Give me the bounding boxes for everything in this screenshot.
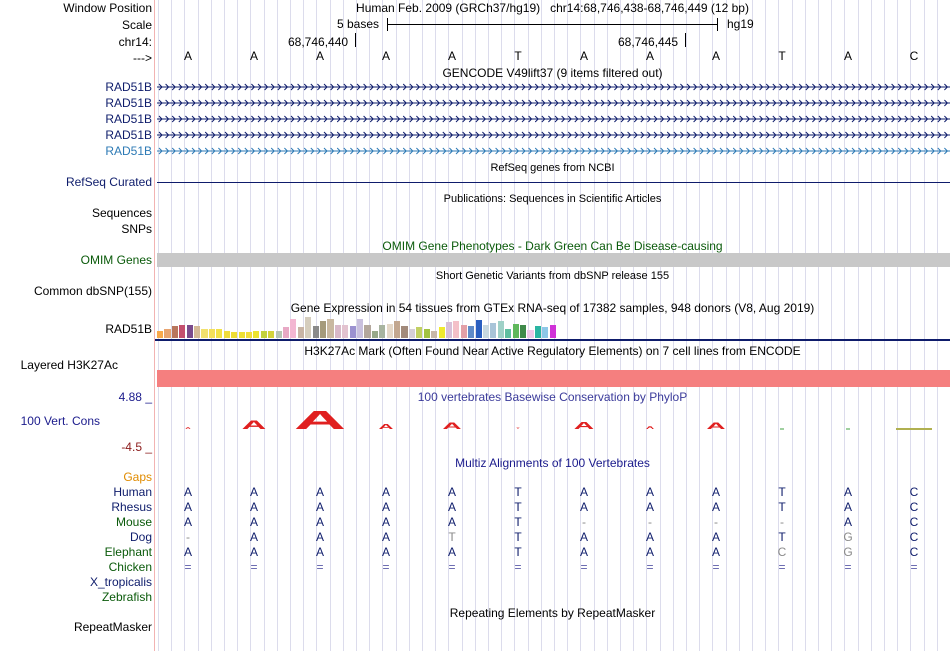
gencode-rad51b-label[interactable]: RAD51B <box>105 128 152 142</box>
phylop-logo-letter: A <box>573 420 595 432</box>
strand-label[interactable]: ---> <box>133 51 152 65</box>
rhesus-aligned-base: A <box>381 500 390 514</box>
omim-track-title[interactable]: OMIM Gene Phenotypes - Dark Green Can Be Disease-causing <box>382 239 723 253</box>
multiz-track-title[interactable]: Multiz Alignments of 100 Vertebrates <box>455 456 650 470</box>
omim-genes-label[interactable]: OMIM Genes <box>80 253 152 267</box>
mouse-aligned-base: C <box>909 515 919 529</box>
gtex-tissue-bar[interactable] <box>261 331 267 338</box>
chicken-aligned-base: = <box>844 560 852 574</box>
base-letter: A <box>645 49 654 63</box>
gtex-tissue-bar[interactable] <box>490 323 496 338</box>
coordinate-label: 68,746,445 <box>618 35 679 49</box>
gtex-tissue-bar[interactable] <box>364 325 370 338</box>
refseq-track-title[interactable]: RefSeq genes from NCBI <box>490 162 615 174</box>
gtex-tissue-bar[interactable] <box>305 317 311 338</box>
phylop-logo-letter: T <box>516 427 520 430</box>
gencode-transcript-2[interactable] <box>157 99 950 107</box>
grid-line <box>805 0 806 651</box>
rhesus-aligned-base: A <box>447 500 456 514</box>
grid-line <box>686 0 687 651</box>
gtex-tissue-bar[interactable] <box>416 327 422 338</box>
snps-label[interactable]: SNPs <box>121 222 152 236</box>
chicken-aligned-base: = <box>184 560 192 574</box>
gaps-label[interactable]: Gaps <box>123 470 152 484</box>
grid-line <box>765 0 766 651</box>
scale-bar <box>387 24 717 25</box>
xtropicalis-label[interactable]: X_tropicalis <box>89 575 152 589</box>
gtex-tissue-bar[interactable] <box>335 325 341 338</box>
rhesus-aligned-base: A <box>645 500 654 514</box>
phylop-logo-letter: A <box>378 422 394 431</box>
gtex-tissue-bar[interactable] <box>542 327 548 338</box>
rhesus-label[interactable]: Rhesus <box>111 500 152 514</box>
gtex-tissue-bar[interactable] <box>520 325 526 338</box>
track-labels-panel <box>0 0 154 651</box>
elephant-label[interactable]: Elephant <box>104 545 152 559</box>
elephant-aligned-base: A <box>315 545 324 559</box>
chrom-label: chr14: <box>118 35 152 49</box>
dog-aligned-base: G <box>843 530 853 544</box>
mouse-aligned-base: - <box>714 515 718 529</box>
dog-aligned-base: A <box>645 530 654 544</box>
gtex-track-title[interactable]: Gene Expression in 54 tissues from GTEx RNA-seq of 17382 samples, 948 donors (V8, Aug 2019) <box>290 301 815 315</box>
elephant-aligned-base: C <box>909 545 919 559</box>
scale-bar-right-tick <box>717 18 718 31</box>
dog-label[interactable]: Dog <box>129 530 152 544</box>
gtex-tissue-bar[interactable] <box>527 330 533 338</box>
mouse-aligned-base: - <box>780 515 784 529</box>
human-aligned-base: A <box>249 485 258 499</box>
mouse-aligned-base: A <box>249 515 258 529</box>
gtex-tissue-bar[interactable] <box>453 321 459 338</box>
chicken-aligned-base: = <box>448 560 456 574</box>
gencode-rad51b-label[interactable]: RAD51B <box>105 112 152 126</box>
elephant-aligned-base: A <box>645 545 654 559</box>
cons-max-label: 4.88 _ <box>118 390 152 404</box>
base-letter: A <box>447 49 456 63</box>
gencode-rad51b-label[interactable]: RAD51B <box>105 96 152 110</box>
dog-aligned-base: C <box>909 530 919 544</box>
gtex-tissue-bar[interactable] <box>276 331 282 338</box>
human-aligned-base: A <box>315 485 324 499</box>
gtex-tissue-bar[interactable] <box>483 325 489 338</box>
chicken-aligned-base: = <box>514 560 522 574</box>
gencode-rad51b-label[interactable]: RAD51B <box>105 80 152 94</box>
gencode-transcript-1[interactable] <box>157 83 950 91</box>
chicken-label[interactable]: Chicken <box>108 560 152 574</box>
phylop-logo-letter: A <box>645 425 655 430</box>
elephant-aligned-base: A <box>711 545 720 559</box>
human-aligned-base: T <box>514 485 522 499</box>
phylop-logo-letter: A <box>706 420 726 432</box>
gtex-tissue-bar[interactable] <box>505 329 511 338</box>
dog-aligned-base: A <box>711 530 720 544</box>
gtex-tissue-bar[interactable] <box>476 320 482 338</box>
mouse-aligned-base: A <box>381 515 390 529</box>
gtex-tissue-bar[interactable] <box>513 324 519 338</box>
gtex-tissue-bar[interactable] <box>327 319 333 338</box>
h3k27ac-signal-bar[interactable] <box>157 370 950 387</box>
scale-bar-left-tick <box>387 18 388 31</box>
phylop-track-title[interactable]: 100 vertebrates Basewise Conservation by PhyloP <box>417 390 688 404</box>
grid-line <box>792 0 793 651</box>
browser-track-area[interactable] <box>155 0 950 651</box>
grid-line <box>660 0 661 651</box>
repeatmasker-label[interactable]: RepeatMasker <box>73 620 152 634</box>
gtex-tissue-bar[interactable] <box>379 325 385 338</box>
scale-text: 5 bases <box>337 17 380 31</box>
gtex-tissue-bar[interactable] <box>498 321 504 338</box>
grid-line <box>818 0 819 651</box>
dbsnp-track-title[interactable]: Short Genetic Variants from dbSNP release 155 <box>435 270 670 282</box>
base-letter: A <box>381 49 390 63</box>
base-letter: T <box>514 49 522 63</box>
gtex-tissue-bar[interactable] <box>446 322 452 338</box>
gtex-tissue-bar[interactable] <box>313 326 319 338</box>
rhesus-aligned-base: C <box>909 500 919 514</box>
gtex-tissue-bar[interactable] <box>461 325 467 338</box>
publications-track-title[interactable]: Publications: Sequences in Scientific Articles <box>443 193 662 205</box>
elephant-aligned-base: T <box>514 545 522 559</box>
base-letter: C <box>909 49 919 63</box>
gtex-tissue-bar[interactable] <box>239 332 245 338</box>
mouse-aligned-base: T <box>514 515 522 529</box>
human-label[interactable]: Human <box>113 485 152 499</box>
grid-line <box>699 0 700 651</box>
grid-line <box>884 0 885 651</box>
dog-aligned-base: A <box>381 530 390 544</box>
coordinate-label: 68,746,440 <box>288 35 349 49</box>
gtex-tissue-bar[interactable] <box>372 331 378 338</box>
elephant-aligned-base: G <box>843 545 853 559</box>
grid-line <box>594 0 595 651</box>
chicken-aligned-base: = <box>712 560 720 574</box>
human-aligned-base: A <box>579 485 588 499</box>
gtex-gene-line <box>155 339 950 341</box>
gtex-tissue-bar[interactable] <box>268 331 274 338</box>
gencode-rad51b-label[interactable]: RAD51B <box>105 144 152 158</box>
h3k27ac-track-title[interactable]: H3K27Ac Mark (Often Found Near Active Regulatory Elements) on 7 cell lines from ENCODE <box>304 344 801 358</box>
rhesus-aligned-base: T <box>778 500 786 514</box>
chicken-aligned-base: = <box>382 560 390 574</box>
gtex-tissue-bar[interactable] <box>431 331 437 338</box>
base-letter: A <box>711 49 720 63</box>
gtex-tissue-bar[interactable] <box>224 331 230 338</box>
base-letter: T <box>778 49 786 63</box>
gencode-transcript-3[interactable] <box>157 115 950 123</box>
gtex-tissue-bar[interactable] <box>357 319 363 338</box>
human-aligned-base: A <box>645 485 654 499</box>
gtex-rad51b-label[interactable]: RAD51B <box>105 322 152 336</box>
dog-aligned-base: A <box>315 530 324 544</box>
grid-line <box>924 0 925 651</box>
base-letter: A <box>579 49 588 63</box>
human-aligned-base: A <box>843 485 852 499</box>
gtex-tissue-bar[interactable] <box>187 325 193 338</box>
phylop-signal[interactable] <box>155 400 950 445</box>
zebrafish-label[interactable]: Zebrafish <box>101 590 152 604</box>
coordinate-tick <box>355 33 356 47</box>
gtex-tissue-bar[interactable] <box>320 321 326 338</box>
mouse-aligned-base: - <box>582 515 586 529</box>
gtex-tissue-bar[interactable] <box>231 332 237 338</box>
chicken-aligned-base: = <box>316 560 324 574</box>
gtex-tissue-bar[interactable] <box>401 326 407 338</box>
human-aligned-base: A <box>711 485 720 499</box>
sequences-label[interactable]: Sequences <box>91 206 152 220</box>
scale-label: Scale <box>121 18 152 32</box>
gtex-tissue-bar[interactable] <box>387 324 393 338</box>
dog-aligned-base: A <box>579 530 588 544</box>
gtex-tissue-bar[interactable] <box>172 326 178 338</box>
gtex-tissue-bar[interactable] <box>246 332 252 338</box>
chicken-aligned-base: = <box>646 560 654 574</box>
gtex-tissue-bar[interactable] <box>157 331 163 338</box>
coordinate-tick <box>685 33 686 47</box>
grid-line <box>633 0 634 651</box>
rhesus-aligned-base: A <box>315 500 324 514</box>
gtex-tissue-bar[interactable] <box>216 329 222 338</box>
gtex-tissue-bar[interactable] <box>201 329 207 338</box>
dog-aligned-base: T <box>514 530 522 544</box>
chicken-aligned-base: = <box>250 560 258 574</box>
elephant-aligned-base: A <box>447 545 456 559</box>
common-dbsnp-label[interactable]: Common dbSNP(155) <box>33 284 152 298</box>
gtex-tissue-bar[interactable] <box>468 326 474 338</box>
refseq-curated-label[interactable]: RefSeq Curated <box>65 175 152 189</box>
elephant-aligned-base: A <box>249 545 258 559</box>
gtex-tissue-bar[interactable] <box>350 326 356 338</box>
gencode-transcript-4[interactable] <box>157 131 950 139</box>
mouse-aligned-base: - <box>648 515 652 529</box>
gtex-tissue-bar[interactable] <box>283 327 289 338</box>
elephant-aligned-base: A <box>579 545 588 559</box>
gtex-tissue-bar[interactable] <box>179 325 185 338</box>
window-position-text: Human Feb. 2009 (GRCh37/hg19) chr14:68,746,438-68,746,449 (12 bp) <box>356 1 749 15</box>
rhesus-aligned-base: A <box>579 500 588 514</box>
human-aligned-base: A <box>381 485 390 499</box>
elephant-aligned-base: C <box>777 545 787 559</box>
mouse-aligned-base: A <box>315 515 324 529</box>
gtex-tissue-bar[interactable] <box>409 329 415 338</box>
grid-line <box>831 0 832 651</box>
gencode-track-title[interactable]: GENCODE V49lift37 (9 items filtered out) <box>442 66 663 80</box>
phylop-logo-letter: A <box>442 420 462 432</box>
base-letter: A <box>183 49 192 63</box>
human-aligned-base: C <box>909 485 919 499</box>
phylop-logo-letter: A <box>185 427 191 430</box>
gtex-tissue-bar[interactable] <box>535 326 541 338</box>
rhesus-aligned-base: A <box>249 500 258 514</box>
repeatmasker-track-title[interactable]: Repeating Elements by RepeatMasker <box>449 606 656 620</box>
mouse-aligned-base: A <box>843 515 852 529</box>
gtex-tissue-bar[interactable] <box>342 325 348 338</box>
assembly-text: hg19 <box>727 17 754 31</box>
grid-line <box>567 0 568 651</box>
grid-line <box>726 0 727 651</box>
gtex-tissue-bar[interactable] <box>550 325 556 338</box>
grid-line <box>858 0 859 651</box>
gtex-tissue-bar[interactable] <box>194 326 200 338</box>
dog-aligned-base: A <box>249 530 258 544</box>
base-letter: A <box>315 49 324 63</box>
grid-line <box>897 0 898 651</box>
base-letter: A <box>249 49 258 63</box>
gtex-tissue-bar[interactable] <box>290 319 296 338</box>
grid-line <box>620 0 621 651</box>
refseq-gene-line[interactable] <box>157 182 950 183</box>
grid-line <box>673 0 674 651</box>
human-aligned-base: A <box>183 485 192 499</box>
dog-aligned-base: T <box>778 530 786 544</box>
chicken-aligned-base: = <box>910 560 918 574</box>
gtex-tissue-bar[interactable] <box>253 331 259 338</box>
phylop-logo-letter: A <box>241 418 267 432</box>
grid-line <box>937 0 938 651</box>
omim-gene-bar[interactable] <box>157 253 950 267</box>
rhesus-aligned-base: T <box>514 500 522 514</box>
mouse-label[interactable]: Mouse <box>115 515 152 529</box>
grid-line <box>607 0 608 651</box>
gtex-tissue-bar[interactable] <box>424 329 430 338</box>
dog-aligned-base: - <box>186 530 190 544</box>
rhesus-aligned-base: A <box>843 500 852 514</box>
gencode-transcript-5[interactable] <box>157 147 950 155</box>
dog-aligned-base: T <box>448 530 456 544</box>
phylop-logo-letter: A <box>294 406 346 435</box>
elephant-aligned-base: A <box>183 545 192 559</box>
vert-cons-label[interactable]: 100 Vert. Cons <box>20 414 100 428</box>
gtex-tissue-bar[interactable] <box>164 329 170 338</box>
layered-h3k27ac-label[interactable]: Layered H3K27Ac <box>20 358 118 372</box>
gtex-tissue-bar[interactable] <box>209 329 215 338</box>
elephant-aligned-base: A <box>381 545 390 559</box>
grid-line <box>739 0 740 651</box>
gtex-tissue-bar[interactable] <box>439 327 445 338</box>
rhesus-aligned-base: A <box>183 500 192 514</box>
cons-min-label: -4.5 _ <box>121 440 152 454</box>
chicken-aligned-base: = <box>580 560 588 574</box>
chicken-aligned-base: = <box>778 560 786 574</box>
window-position-label: Window Position <box>63 1 152 15</box>
human-aligned-base: A <box>447 485 456 499</box>
mouse-aligned-base: A <box>447 515 456 529</box>
human-aligned-base: T <box>778 485 786 499</box>
grid-line <box>871 0 872 651</box>
base-letter: A <box>843 49 852 63</box>
gtex-bar-chart[interactable] <box>157 317 557 338</box>
gtex-tissue-bar[interactable] <box>298 327 304 338</box>
rhesus-aligned-base: A <box>711 500 720 514</box>
grid-line <box>752 0 753 651</box>
gtex-tissue-bar[interactable] <box>394 321 400 338</box>
mouse-aligned-base: A <box>183 515 192 529</box>
